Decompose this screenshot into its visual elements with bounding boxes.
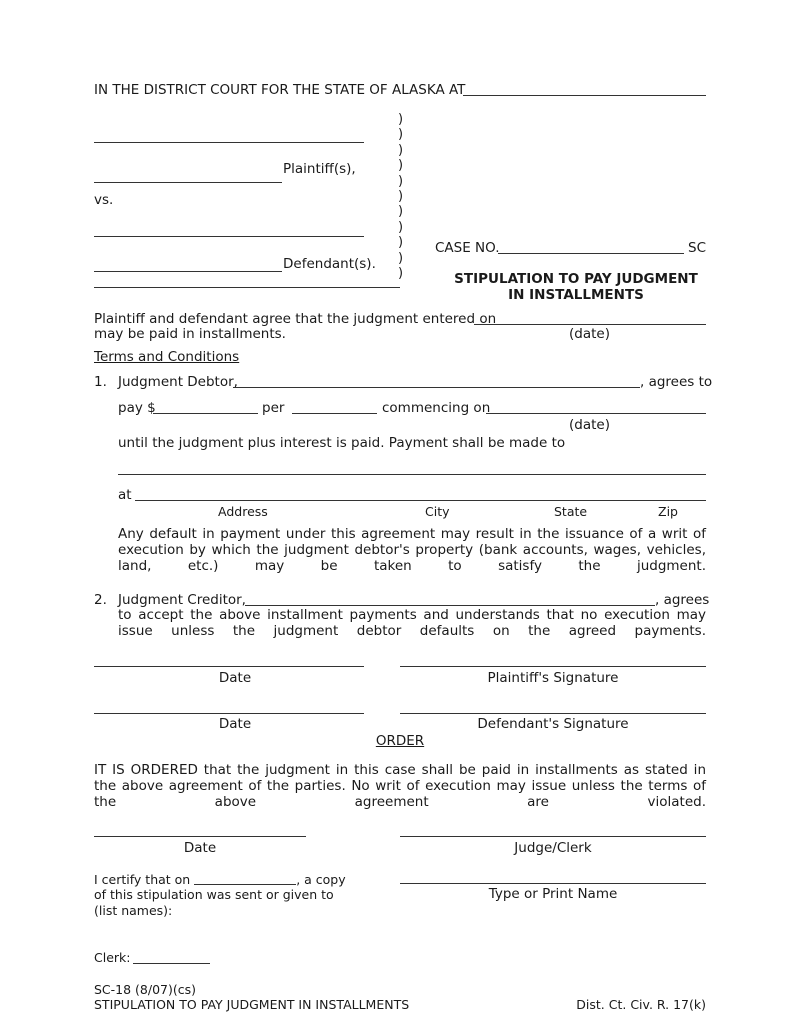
plaintiff-date-field[interactable] bbox=[94, 666, 364, 667]
plaintiff-name-field-2[interactable] bbox=[94, 182, 282, 183]
defendant-label: Defendant(s). bbox=[283, 256, 376, 272]
payment-address-field[interactable] bbox=[135, 500, 706, 501]
agrees-text: , agrees bbox=[655, 592, 710, 608]
order-text: IT IS ORDERED that the judgment in this case shall be paid in installments as stated in the above agreement of the parties. No writ of execution may issue unless the terms of the above agreement are violated. bbox=[94, 762, 706, 810]
caption-bottom-rule bbox=[94, 287, 400, 288]
pay-period-field[interactable] bbox=[292, 413, 377, 414]
case-no-label: CASE NO. bbox=[435, 240, 500, 256]
form-title: STIPULATION TO PAY JUDGMENT IN INSTALLMENTS bbox=[454, 271, 698, 303]
zip-caption: Zip bbox=[658, 504, 678, 519]
agrees-to-text: , agrees to bbox=[640, 374, 713, 390]
court-heading: IN THE DISTRICT COURT FOR THE STATE OF ALASKA AT bbox=[94, 82, 466, 98]
commencing-label: commencing on bbox=[382, 400, 491, 416]
certify-line-3: (list names): bbox=[94, 903, 173, 918]
order-heading: ORDER bbox=[375, 733, 425, 749]
certify-line-2: of this stipulation was sent or given to bbox=[94, 887, 334, 902]
pay-amount-field[interactable] bbox=[153, 413, 258, 414]
intro-text-1: Plaintiff and defendant agree that the judgment entered on bbox=[94, 311, 497, 327]
defendant-signature-field[interactable] bbox=[400, 713, 706, 714]
plaintiff-signature-label: Plaintiff's Signature bbox=[487, 670, 619, 686]
defendant-signature-label: Defendant's Signature bbox=[477, 716, 629, 732]
order-date-label: Date bbox=[183, 840, 217, 856]
print-name-label: Type or Print Name bbox=[488, 886, 618, 902]
defendant-date-label: Date bbox=[218, 716, 252, 732]
item1-number: 1. bbox=[94, 374, 107, 390]
commencing-date-caption: (date) bbox=[569, 417, 610, 433]
defendant-date-field[interactable] bbox=[94, 713, 364, 714]
creditor-label: Judgment Creditor, bbox=[118, 592, 246, 608]
court-location-field[interactable] bbox=[463, 95, 706, 96]
state-caption: State bbox=[554, 504, 588, 519]
commencing-date-field[interactable] bbox=[486, 413, 706, 414]
clerk-initials-field[interactable] bbox=[133, 963, 210, 964]
judge-signature-field[interactable] bbox=[400, 836, 706, 837]
plaintiff-signature-field[interactable] bbox=[400, 666, 706, 667]
payee-field[interactable] bbox=[118, 474, 706, 475]
defendant-name-field-2[interactable] bbox=[94, 271, 282, 272]
date-caption: (date) bbox=[569, 326, 610, 342]
plaintiff-name-field-1[interactable] bbox=[94, 142, 364, 143]
city-caption: City bbox=[425, 504, 450, 519]
terms-heading: Terms and Conditions bbox=[94, 349, 240, 365]
creditor-name-field[interactable] bbox=[245, 605, 655, 606]
intro-text-2: may be paid in installments. bbox=[94, 326, 286, 342]
judge-clerk-label: Judge/Clerk bbox=[514, 840, 592, 856]
case-suffix: SC bbox=[688, 240, 706, 256]
default-warning-text: Any default in payment under this agreement may result in the issuance of a writ of execution by which the judgment debtor's property (bank accounts, wages, vehicles, land, etc.) may be taken to satisfy the judgment. bbox=[118, 526, 706, 574]
address-caption: Address bbox=[218, 504, 268, 519]
per-label: per bbox=[262, 400, 285, 416]
certify-date-field[interactable] bbox=[194, 884, 296, 885]
until-text: until the judgment plus interest is paid. Payment shall be made to bbox=[118, 435, 566, 451]
footer-rule: Dist. Ct. Civ. R. 17(k) bbox=[576, 997, 706, 1012]
at-label: at bbox=[118, 487, 132, 503]
creditor-terms-text: to accept the above installment payments and understands that no execution may issue unless the judgment debtor defaults on the agreed payments. bbox=[118, 607, 706, 639]
debtor-label: Judgment Debtor, bbox=[118, 374, 238, 390]
pay-label: pay $ bbox=[118, 400, 156, 416]
caption-brackets: ) ) ) ) ) ) ) ) ) ) ) bbox=[398, 112, 404, 282]
plaintiff-date-label: Date bbox=[218, 670, 252, 686]
case-no-field[interactable] bbox=[498, 253, 684, 254]
defendant-name-field-1[interactable] bbox=[94, 236, 364, 237]
clerk-label: Clerk: bbox=[94, 950, 131, 965]
footer-form-title: STIPULATION TO PAY JUDGMENT IN INSTALLMENTS bbox=[94, 997, 410, 1012]
order-date-field[interactable] bbox=[94, 836, 306, 837]
plaintiff-label: Plaintiff(s), bbox=[283, 161, 356, 177]
vs-label: vs. bbox=[94, 192, 114, 208]
debtor-name-field[interactable] bbox=[233, 387, 640, 388]
item2-number: 2. bbox=[94, 592, 107, 608]
form-id: SC-18 (8/07)(cs) bbox=[94, 982, 197, 997]
print-name-field[interactable] bbox=[400, 883, 706, 884]
certify-line-1: I certify that on , a copy bbox=[94, 872, 346, 887]
judgment-date-field[interactable] bbox=[474, 324, 706, 325]
